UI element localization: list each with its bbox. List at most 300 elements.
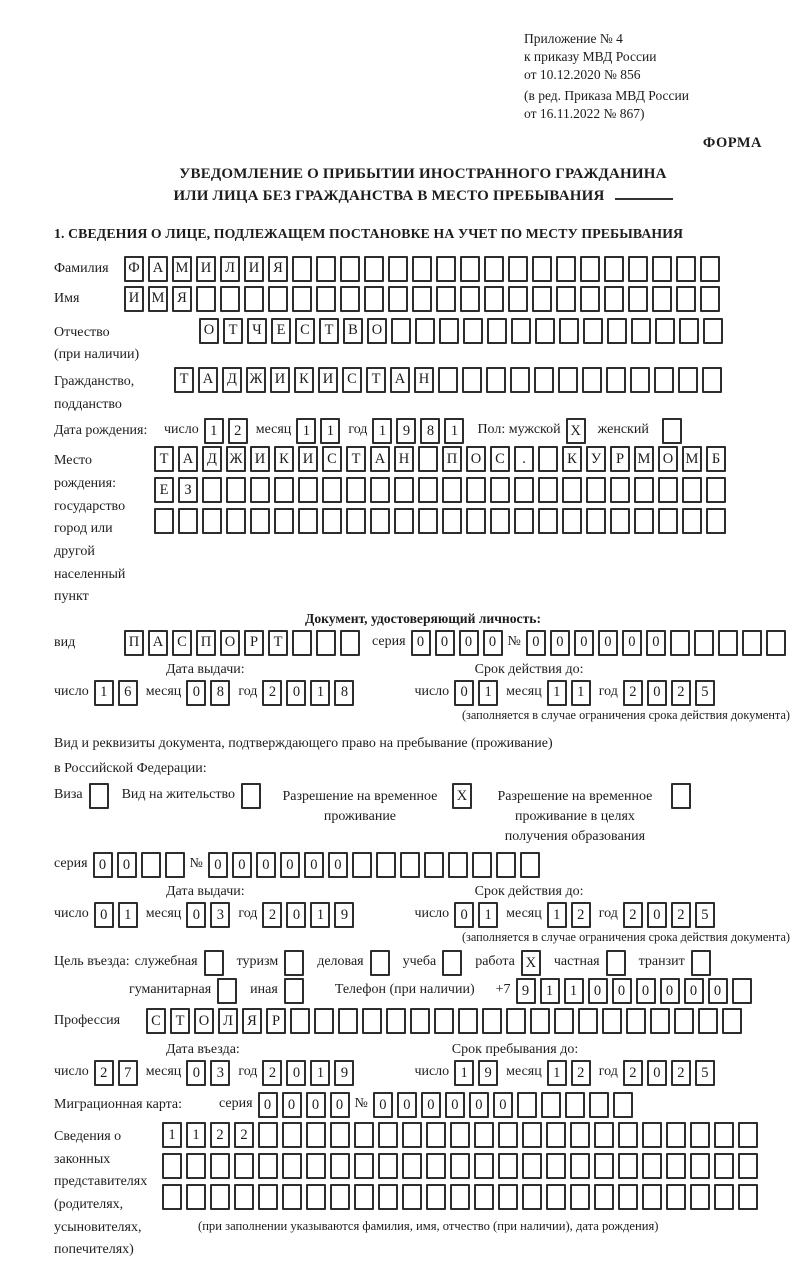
form-cell[interactable] bbox=[546, 1122, 566, 1148]
form-cell[interactable]: 1 bbox=[454, 1060, 474, 1086]
form-cell[interactable] bbox=[674, 1008, 694, 1034]
form-cell[interactable]: О bbox=[367, 318, 387, 344]
form-cell[interactable]: 0 bbox=[459, 630, 479, 656]
form-cell[interactable] bbox=[258, 1184, 278, 1210]
form-cell[interactable] bbox=[484, 256, 504, 282]
form-cell[interactable] bbox=[498, 1184, 518, 1210]
form-cell[interactable]: Т bbox=[223, 318, 243, 344]
form-cell[interactable] bbox=[538, 508, 558, 534]
form-cell[interactable]: 0 bbox=[286, 680, 306, 706]
form-cell[interactable] bbox=[714, 1184, 734, 1210]
form-cell[interactable]: 0 bbox=[117, 852, 137, 878]
form-cell[interactable]: 0 bbox=[647, 1060, 667, 1086]
form-cell[interactable] bbox=[522, 1184, 542, 1210]
form-cell[interactable] bbox=[258, 1122, 278, 1148]
form-cell[interactable] bbox=[474, 1122, 494, 1148]
form-cell[interactable]: 0 bbox=[647, 680, 667, 706]
form-cell[interactable]: 0 bbox=[373, 1092, 393, 1118]
form-cell[interactable] bbox=[738, 1184, 758, 1210]
form-cell[interactable]: 0 bbox=[286, 902, 306, 928]
form-cell[interactable]: К bbox=[562, 446, 582, 472]
form-cell[interactable]: А bbox=[148, 630, 168, 656]
form-cell[interactable] bbox=[582, 367, 602, 393]
form-cell[interactable] bbox=[654, 367, 674, 393]
form-cell[interactable] bbox=[210, 1184, 230, 1210]
form-cell[interactable] bbox=[510, 367, 530, 393]
form-cell[interactable]: 2 bbox=[228, 418, 248, 444]
form-cell[interactable] bbox=[426, 1184, 446, 1210]
form-cell[interactable]: 1 bbox=[310, 902, 330, 928]
form-cell[interactable]: 0 bbox=[186, 680, 206, 706]
form-cell[interactable]: 0 bbox=[256, 852, 276, 878]
form-cell[interactable]: Н bbox=[414, 367, 434, 393]
form-cell[interactable]: 1 bbox=[547, 1060, 567, 1086]
form-cell[interactable]: 1 bbox=[296, 418, 316, 444]
form-cell[interactable] bbox=[298, 477, 318, 503]
form-cell[interactable] bbox=[391, 318, 411, 344]
form-cell[interactable] bbox=[670, 630, 690, 656]
form-cell[interactable]: 9 bbox=[396, 418, 416, 444]
form-cell[interactable] bbox=[354, 1184, 374, 1210]
form-cell[interactable] bbox=[364, 256, 384, 282]
form-cell[interactable] bbox=[415, 318, 435, 344]
form-cell[interactable] bbox=[514, 477, 534, 503]
form-cell[interactable]: А bbox=[370, 446, 390, 472]
form-cell[interactable] bbox=[250, 508, 270, 534]
form-cell[interactable] bbox=[570, 1153, 590, 1179]
form-cell[interactable] bbox=[196, 286, 216, 312]
form-cell[interactable] bbox=[370, 477, 390, 503]
form-cell[interactable] bbox=[718, 630, 738, 656]
form-cell[interactable] bbox=[690, 1153, 710, 1179]
form-cell[interactable]: 0 bbox=[646, 630, 666, 656]
form-cell[interactable] bbox=[378, 1184, 398, 1210]
form-cell[interactable]: 0 bbox=[186, 902, 206, 928]
form-cell[interactable]: 1 bbox=[372, 418, 392, 444]
form-cell[interactable]: 1 bbox=[320, 418, 340, 444]
form-cell[interactable] bbox=[631, 318, 651, 344]
form-cell[interactable] bbox=[565, 1092, 585, 1118]
form-cell[interactable] bbox=[554, 1008, 574, 1034]
form-cell[interactable]: 0 bbox=[208, 852, 228, 878]
gender-female-checkbox[interactable] bbox=[662, 418, 682, 444]
form-cell[interactable] bbox=[580, 256, 600, 282]
form-cell[interactable] bbox=[410, 1008, 430, 1034]
form-cell[interactable] bbox=[532, 286, 552, 312]
form-cell[interactable]: К bbox=[274, 446, 294, 472]
form-cell[interactable] bbox=[418, 477, 438, 503]
form-cell[interactable] bbox=[738, 1122, 758, 1148]
form-cell[interactable] bbox=[506, 1008, 526, 1034]
form-cell[interactable]: А bbox=[198, 367, 218, 393]
form-cell[interactable] bbox=[706, 477, 726, 503]
form-cell[interactable]: У bbox=[586, 446, 606, 472]
form-cell[interactable]: Т bbox=[170, 1008, 190, 1034]
form-cell[interactable]: 0 bbox=[421, 1092, 441, 1118]
form-cell[interactable]: Я bbox=[242, 1008, 262, 1034]
form-cell[interactable] bbox=[234, 1184, 254, 1210]
form-cell[interactable]: Р bbox=[244, 630, 264, 656]
form-cell[interactable]: 0 bbox=[469, 1092, 489, 1118]
form-cell[interactable]: Ч bbox=[247, 318, 267, 344]
form-cell[interactable] bbox=[738, 1153, 758, 1179]
form-cell[interactable]: 1 bbox=[444, 418, 464, 444]
form-cell[interactable]: 2 bbox=[623, 1060, 643, 1086]
form-cell[interactable]: 0 bbox=[330, 1092, 350, 1118]
form-cell[interactable]: К bbox=[294, 367, 314, 393]
form-cell[interactable]: 0 bbox=[304, 852, 324, 878]
form-cell[interactable]: 0 bbox=[588, 978, 608, 1004]
form-cell[interactable] bbox=[258, 1153, 278, 1179]
form-cell[interactable] bbox=[378, 1122, 398, 1148]
form-cell[interactable] bbox=[522, 1122, 542, 1148]
form-cell[interactable] bbox=[496, 852, 516, 878]
form-cell[interactable]: Л bbox=[218, 1008, 238, 1034]
form-cell[interactable]: А bbox=[178, 446, 198, 472]
purpose-checkbox[interactable]: X bbox=[521, 950, 541, 976]
form-cell[interactable] bbox=[594, 1153, 614, 1179]
form-cell[interactable]: 0 bbox=[684, 978, 704, 1004]
form-cell[interactable]: С bbox=[172, 630, 192, 656]
form-cell[interactable] bbox=[652, 256, 672, 282]
form-cell[interactable] bbox=[424, 852, 444, 878]
form-cell[interactable]: М bbox=[148, 286, 168, 312]
form-cell[interactable] bbox=[602, 1008, 622, 1034]
form-cell[interactable]: 2 bbox=[671, 680, 691, 706]
form-cell[interactable]: О bbox=[466, 446, 486, 472]
form-cell[interactable] bbox=[532, 256, 552, 282]
form-cell[interactable] bbox=[354, 1122, 374, 1148]
form-cell[interactable] bbox=[316, 630, 336, 656]
form-cell[interactable]: Е bbox=[154, 477, 174, 503]
form-cell[interactable]: Д bbox=[202, 446, 222, 472]
form-cell[interactable] bbox=[610, 508, 630, 534]
form-cell[interactable] bbox=[722, 1008, 742, 1034]
temp-residence-edu-checkbox[interactable] bbox=[671, 783, 691, 809]
form-cell[interactable] bbox=[556, 256, 576, 282]
form-cell[interactable] bbox=[282, 1184, 302, 1210]
purpose-checkbox[interactable] bbox=[284, 950, 304, 976]
form-cell[interactable] bbox=[330, 1153, 350, 1179]
form-cell[interactable] bbox=[714, 1122, 734, 1148]
form-cell[interactable]: 9 bbox=[334, 902, 354, 928]
form-cell[interactable]: 0 bbox=[660, 978, 680, 1004]
form-cell[interactable] bbox=[626, 1008, 646, 1034]
form-cell[interactable] bbox=[165, 852, 185, 878]
form-cell[interactable]: 1 bbox=[540, 978, 560, 1004]
form-cell[interactable] bbox=[666, 1184, 686, 1210]
form-cell[interactable]: 2 bbox=[571, 902, 591, 928]
form-cell[interactable] bbox=[700, 256, 720, 282]
form-cell[interactable] bbox=[274, 508, 294, 534]
form-cell[interactable]: М bbox=[634, 446, 654, 472]
form-cell[interactable]: 1 bbox=[186, 1122, 206, 1148]
form-cell[interactable] bbox=[538, 477, 558, 503]
form-cell[interactable]: В bbox=[343, 318, 363, 344]
form-cell[interactable] bbox=[642, 1122, 662, 1148]
form-cell[interactable]: 0 bbox=[186, 1060, 206, 1086]
form-cell[interactable] bbox=[434, 1008, 454, 1034]
form-cell[interactable]: 0 bbox=[94, 902, 114, 928]
form-cell[interactable] bbox=[178, 508, 198, 534]
form-cell[interactable]: 0 bbox=[598, 630, 618, 656]
form-cell[interactable]: 0 bbox=[493, 1092, 513, 1118]
form-cell[interactable] bbox=[482, 1008, 502, 1034]
form-cell[interactable]: А bbox=[148, 256, 168, 282]
form-cell[interactable]: П bbox=[442, 446, 462, 472]
form-cell[interactable]: 3 bbox=[210, 902, 230, 928]
form-cell[interactable] bbox=[642, 1153, 662, 1179]
form-cell[interactable] bbox=[394, 508, 414, 534]
form-cell[interactable] bbox=[466, 508, 486, 534]
form-cell[interactable] bbox=[376, 852, 396, 878]
residence-permit-checkbox[interactable] bbox=[241, 783, 261, 809]
form-cell[interactable] bbox=[578, 1008, 598, 1034]
form-cell[interactable]: 0 bbox=[282, 1092, 302, 1118]
form-cell[interactable] bbox=[370, 508, 390, 534]
form-cell[interactable] bbox=[690, 1184, 710, 1210]
form-cell[interactable] bbox=[606, 367, 626, 393]
form-cell[interactable]: 0 bbox=[612, 978, 632, 1004]
form-cell[interactable] bbox=[498, 1122, 518, 1148]
form-cell[interactable]: 0 bbox=[258, 1092, 278, 1118]
form-cell[interactable] bbox=[340, 630, 360, 656]
form-cell[interactable] bbox=[517, 1092, 537, 1118]
form-cell[interactable]: 2 bbox=[210, 1122, 230, 1148]
form-cell[interactable]: 0 bbox=[708, 978, 728, 1004]
form-cell[interactable] bbox=[658, 477, 678, 503]
form-cell[interactable]: Б bbox=[706, 446, 726, 472]
form-cell[interactable] bbox=[226, 508, 246, 534]
form-cell[interactable]: Р bbox=[610, 446, 630, 472]
form-cell[interactable] bbox=[546, 1184, 566, 1210]
form-cell[interactable] bbox=[618, 1122, 638, 1148]
form-cell[interactable]: 8 bbox=[334, 680, 354, 706]
form-cell[interactable] bbox=[244, 286, 264, 312]
form-cell[interactable] bbox=[541, 1092, 561, 1118]
form-cell[interactable] bbox=[558, 367, 578, 393]
form-cell[interactable]: Я bbox=[268, 256, 288, 282]
form-cell[interactable]: 1 bbox=[571, 680, 591, 706]
purpose-checkbox[interactable] bbox=[370, 950, 390, 976]
purpose-checkbox[interactable] bbox=[691, 950, 711, 976]
form-cell[interactable]: О bbox=[658, 446, 678, 472]
form-cell[interactable]: С bbox=[322, 446, 342, 472]
form-cell[interactable] bbox=[511, 318, 531, 344]
form-cell[interactable]: 2 bbox=[262, 1060, 282, 1086]
form-cell[interactable] bbox=[378, 1153, 398, 1179]
form-cell[interactable] bbox=[535, 318, 555, 344]
form-cell[interactable] bbox=[226, 477, 246, 503]
form-cell[interactable] bbox=[162, 1184, 182, 1210]
form-cell[interactable]: Н bbox=[394, 446, 414, 472]
form-cell[interactable] bbox=[394, 477, 414, 503]
form-cell[interactable]: 0 bbox=[526, 630, 546, 656]
form-cell[interactable] bbox=[274, 477, 294, 503]
form-cell[interactable]: 2 bbox=[671, 902, 691, 928]
purpose-checkbox[interactable] bbox=[284, 978, 304, 1004]
form-cell[interactable] bbox=[388, 286, 408, 312]
visa-checkbox[interactable] bbox=[89, 783, 109, 809]
form-cell[interactable] bbox=[141, 852, 161, 878]
form-cell[interactable]: П bbox=[124, 630, 144, 656]
form-cell[interactable] bbox=[714, 1153, 734, 1179]
form-cell[interactable] bbox=[586, 508, 606, 534]
form-cell[interactable] bbox=[162, 1153, 182, 1179]
form-cell[interactable] bbox=[487, 318, 507, 344]
form-cell[interactable]: 8 bbox=[210, 680, 230, 706]
purpose-checkbox[interactable] bbox=[204, 950, 224, 976]
form-cell[interactable] bbox=[462, 367, 482, 393]
form-cell[interactable]: 2 bbox=[234, 1122, 254, 1148]
form-cell[interactable]: И bbox=[250, 446, 270, 472]
form-cell[interactable] bbox=[682, 477, 702, 503]
form-cell[interactable] bbox=[439, 318, 459, 344]
form-cell[interactable] bbox=[703, 318, 723, 344]
form-cell[interactable] bbox=[402, 1184, 422, 1210]
form-cell[interactable] bbox=[364, 286, 384, 312]
form-cell[interactable]: 2 bbox=[94, 1060, 114, 1086]
form-cell[interactable]: 7 bbox=[118, 1060, 138, 1086]
form-cell[interactable] bbox=[490, 508, 510, 534]
form-cell[interactable] bbox=[650, 1008, 670, 1034]
form-cell[interactable]: 1 bbox=[310, 680, 330, 706]
form-cell[interactable]: И bbox=[244, 256, 264, 282]
form-cell[interactable]: 0 bbox=[647, 902, 667, 928]
form-cell[interactable]: 0 bbox=[280, 852, 300, 878]
form-cell[interactable] bbox=[450, 1184, 470, 1210]
form-cell[interactable] bbox=[732, 978, 752, 1004]
form-cell[interactable] bbox=[306, 1153, 326, 1179]
form-cell[interactable] bbox=[666, 1153, 686, 1179]
form-cell[interactable]: 0 bbox=[622, 630, 642, 656]
form-cell[interactable] bbox=[589, 1092, 609, 1118]
form-cell[interactable]: 9 bbox=[334, 1060, 354, 1086]
form-cell[interactable] bbox=[412, 286, 432, 312]
form-cell[interactable]: 0 bbox=[445, 1092, 465, 1118]
form-cell[interactable] bbox=[613, 1092, 633, 1118]
form-cell[interactable]: О bbox=[199, 318, 219, 344]
form-cell[interactable] bbox=[474, 1153, 494, 1179]
form-cell[interactable] bbox=[436, 256, 456, 282]
form-cell[interactable] bbox=[186, 1153, 206, 1179]
form-cell[interactable] bbox=[642, 1184, 662, 1210]
form-cell[interactable] bbox=[448, 852, 468, 878]
purpose-checkbox[interactable] bbox=[606, 950, 626, 976]
form-cell[interactable] bbox=[442, 508, 462, 534]
form-cell[interactable]: 2 bbox=[262, 680, 282, 706]
form-cell[interactable] bbox=[322, 477, 342, 503]
form-cell[interactable]: С bbox=[295, 318, 315, 344]
form-cell[interactable] bbox=[652, 286, 672, 312]
form-cell[interactable] bbox=[766, 630, 786, 656]
form-cell[interactable] bbox=[702, 367, 722, 393]
form-cell[interactable]: Т bbox=[319, 318, 339, 344]
form-cell[interactable] bbox=[508, 286, 528, 312]
form-cell[interactable] bbox=[290, 1008, 310, 1034]
form-cell[interactable] bbox=[426, 1153, 446, 1179]
form-cell[interactable] bbox=[556, 286, 576, 312]
form-cell[interactable] bbox=[330, 1184, 350, 1210]
form-cell[interactable]: Ж bbox=[226, 446, 246, 472]
form-cell[interactable]: 9 bbox=[478, 1060, 498, 1086]
form-cell[interactable] bbox=[346, 477, 366, 503]
form-cell[interactable]: 1 bbox=[118, 902, 138, 928]
form-cell[interactable] bbox=[508, 256, 528, 282]
form-cell[interactable] bbox=[292, 630, 312, 656]
form-cell[interactable]: 9 bbox=[516, 978, 536, 1004]
form-cell[interactable]: 0 bbox=[328, 852, 348, 878]
form-cell[interactable] bbox=[694, 630, 714, 656]
form-cell[interactable] bbox=[690, 1122, 710, 1148]
form-cell[interactable]: С bbox=[146, 1008, 166, 1034]
form-cell[interactable] bbox=[594, 1122, 614, 1148]
form-cell[interactable]: 1 bbox=[478, 680, 498, 706]
form-cell[interactable]: М bbox=[172, 256, 192, 282]
form-cell[interactable]: З bbox=[178, 477, 198, 503]
form-cell[interactable] bbox=[314, 1008, 334, 1034]
form-cell[interactable] bbox=[330, 1122, 350, 1148]
form-cell[interactable]: 1 bbox=[547, 902, 567, 928]
form-cell[interactable] bbox=[234, 1153, 254, 1179]
form-cell[interactable] bbox=[210, 1153, 230, 1179]
form-cell[interactable]: 0 bbox=[286, 1060, 306, 1086]
form-cell[interactable] bbox=[402, 1122, 422, 1148]
form-cell[interactable] bbox=[292, 256, 312, 282]
form-cell[interactable] bbox=[514, 508, 534, 534]
form-cell[interactable]: С bbox=[490, 446, 510, 472]
form-cell[interactable]: Д bbox=[222, 367, 242, 393]
form-cell[interactable] bbox=[460, 286, 480, 312]
form-cell[interactable] bbox=[186, 1184, 206, 1210]
form-cell[interactable] bbox=[450, 1153, 470, 1179]
gender-male-checkbox[interactable]: X bbox=[566, 418, 586, 444]
form-cell[interactable] bbox=[562, 508, 582, 534]
form-cell[interactable] bbox=[655, 318, 675, 344]
form-cell[interactable] bbox=[436, 286, 456, 312]
form-cell[interactable]: 0 bbox=[483, 630, 503, 656]
form-cell[interactable] bbox=[658, 508, 678, 534]
form-cell[interactable]: 1 bbox=[547, 680, 567, 706]
form-cell[interactable] bbox=[604, 256, 624, 282]
form-cell[interactable]: 5 bbox=[695, 680, 715, 706]
form-cell[interactable]: 8 bbox=[420, 418, 440, 444]
form-cell[interactable] bbox=[586, 477, 606, 503]
form-cell[interactable]: О bbox=[220, 630, 240, 656]
form-cell[interactable] bbox=[412, 256, 432, 282]
form-cell[interactable] bbox=[610, 477, 630, 503]
form-cell[interactable]: Т bbox=[174, 367, 194, 393]
form-cell[interactable] bbox=[362, 1008, 382, 1034]
form-cell[interactable] bbox=[458, 1008, 478, 1034]
form-cell[interactable] bbox=[466, 477, 486, 503]
form-cell[interactable] bbox=[634, 477, 654, 503]
form-cell[interactable]: 5 bbox=[695, 902, 715, 928]
form-cell[interactable]: Т bbox=[154, 446, 174, 472]
form-cell[interactable] bbox=[607, 318, 627, 344]
form-cell[interactable]: Л bbox=[220, 256, 240, 282]
form-cell[interactable]: 2 bbox=[571, 1060, 591, 1086]
form-cell[interactable]: П bbox=[196, 630, 216, 656]
form-cell[interactable]: М bbox=[682, 446, 702, 472]
form-cell[interactable] bbox=[530, 1008, 550, 1034]
form-cell[interactable]: Я bbox=[172, 286, 192, 312]
form-cell[interactable] bbox=[678, 367, 698, 393]
form-cell[interactable] bbox=[306, 1184, 326, 1210]
form-cell[interactable] bbox=[676, 256, 696, 282]
form-cell[interactable]: 3 bbox=[210, 1060, 230, 1086]
form-cell[interactable] bbox=[438, 367, 458, 393]
